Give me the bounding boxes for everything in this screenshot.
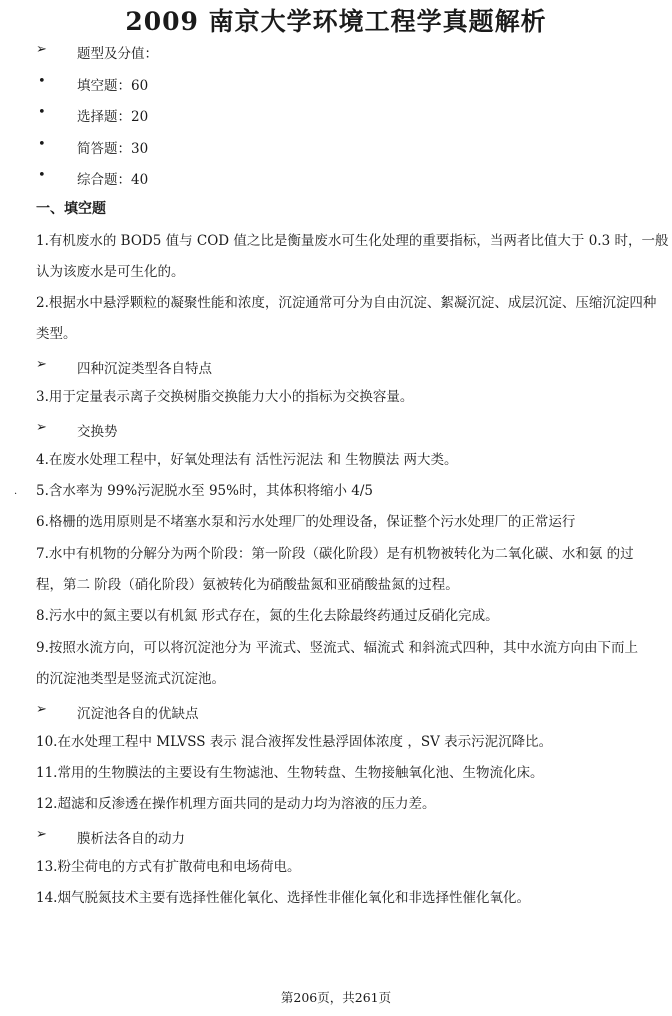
question-12: 12.超滤和反渗透在操作机理方面共同的是动力均为溶液的压力差。	[36, 796, 436, 812]
question-2-line-1: 2.根据水中悬浮颗粒的凝聚性能和浓度，沉淀通常可分为自由沉淀、絮凝沉淀、成层沉淀、压缩沉淀四种	[36, 295, 657, 311]
question-10: 10.在水处理工程中 MLVSS 表示 混合液挥发性悬浮固体浓度 ，SV 表示污泥沉降比。	[36, 734, 553, 750]
dot-bullet-icon: •	[38, 168, 46, 183]
question-4: 4.在废水处理工程中，好氧处理法有 活性污泥法 和 生物膜法 两大类。	[36, 452, 458, 468]
study-note-3: 沉淀池各自的优缺点	[77, 706, 199, 722]
study-note-4: 膜析法各自的动力	[77, 831, 185, 847]
question-3: 3.用于定量表示离子交换树脂交换能力大小的指标为交换容量。	[36, 389, 414, 405]
arrow-bullet-icon: ➢	[36, 420, 47, 435]
question-8: 8.污水中的氮主要以有机氮 形式存在，氮的生化去除最终药通过反硝化完成。	[36, 608, 499, 624]
dot-bullet-icon: •	[38, 105, 46, 120]
question-11: 11.常用的生物膜法的主要设有生物滤池、生物转盘、生物接触氧化池、生物流化床。	[36, 765, 544, 781]
arrow-bullet-icon: ➢	[36, 702, 47, 717]
question-7-line-2: 程，第二 阶段（硝化阶段）氨被转化为硝酸盐氮和亚硝酸盐氮的过程。	[36, 577, 459, 593]
score-header: 题型及分值：	[77, 46, 158, 62]
dot-bullet-icon: •	[38, 74, 46, 89]
score-fill: 填空题：60	[77, 78, 149, 94]
question-1-line-1: 1.有机废水的 BOD5 值与 COD 值之比是衡量废水可生化处理的重要指标，当两者比值大于 0.3 时，一般	[36, 233, 669, 249]
question-9-line-1: 9.按照水流方向，可以将沉淀池分为 平流式、竖流式、辐流式 和斜流式四种，其中水流方向由下而上	[36, 640, 638, 656]
arrow-bullet-icon: ➢	[36, 357, 47, 372]
question-14: 14.烟气脱氮技术主要有选择性催化氧化、选择性非催化氧化和非选择性催化氧化。	[36, 890, 530, 906]
page-number: 第206页，共261页	[280, 990, 392, 1005]
question-5: 5.含水率为 99%污泥脱水至 95%时，其体积将缩小 4/5	[36, 483, 373, 499]
question-7-line-1: 7.水中有机物的分解分为两个阶段：第一阶段（碳化阶段）是有机物被转化为二氧化碳、水和氨 的过	[36, 546, 634, 562]
score-short-answer: 简答题：30	[77, 141, 149, 157]
arrow-bullet-icon: ➢	[36, 827, 47, 842]
study-note-1: 四种沉淀类型各自特点	[77, 361, 212, 377]
question-13: 13.粉尘荷电的方式有扩散荷电和电场荷电。	[36, 859, 301, 875]
dot-bullet-icon: •	[38, 137, 46, 152]
study-note-2: 交换势	[77, 424, 118, 440]
page-title: 2009 南京大学环境工程学真题解析	[125, 7, 547, 36]
question-9-line-2: 的沉淀池类型是竖流式沉淀池。	[36, 671, 225, 687]
score-choice: 选择题：20	[77, 109, 149, 125]
score-comprehensive: 综合题：40	[77, 172, 149, 188]
arrow-bullet-icon: ➢	[36, 42, 47, 57]
question-2-line-2: 类型。	[36, 326, 77, 342]
question-1-line-2: 认为该废水是可生化的。	[36, 264, 185, 280]
question-6: 6.格栅的选用原则是不堵塞水泵和污水处理厂的处理设备，保证整个污水处理厂的正常运行	[36, 514, 576, 530]
section-heading: 一、填空题	[36, 201, 106, 217]
stray-mark: .	[14, 486, 18, 497]
